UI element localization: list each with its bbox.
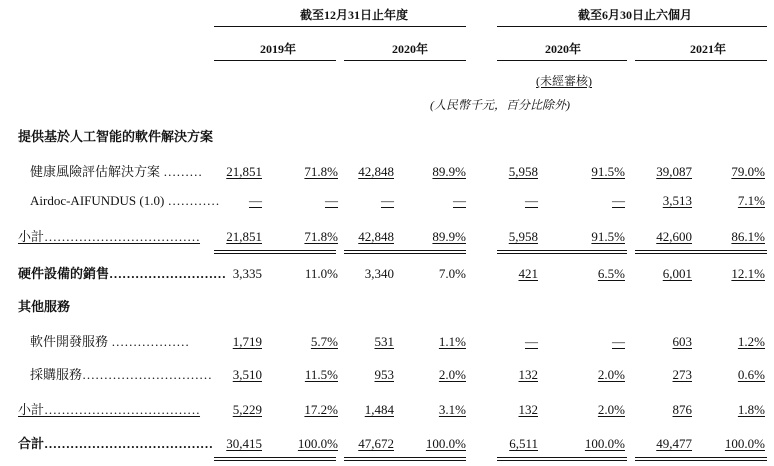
cell-r2-c7: 7.1% (737, 193, 765, 208)
cell-r4-c7: 12.1% (731, 266, 765, 281)
cell-r6-c6: 603 (672, 334, 692, 349)
cell-r9-c6: 49,477 (656, 436, 692, 451)
cell-r7-c5: 2.0% (597, 367, 625, 382)
cell-r9-c2: 47,672 (358, 436, 394, 451)
cell-r8-c1: 17.2% (304, 402, 338, 417)
row-label-8: 小計……………………………… (18, 402, 201, 417)
double-rule (214, 457, 336, 461)
cell-r2-c4: — (525, 193, 538, 208)
cell-r2-c5: — (612, 193, 625, 208)
group-header-annual: 截至12月31日止年度 (300, 8, 409, 22)
cell-r1-c0: 21,851 (226, 164, 262, 179)
cell-r8-c6: 876 (672, 402, 692, 417)
cell-r2-c3: — (453, 193, 466, 208)
double-rule (497, 250, 627, 254)
units-note: (人民幣千元，百分比除外) (430, 98, 570, 112)
unaudited-note: (未經審核) (536, 74, 592, 88)
cell-r3-c6: 42,600 (656, 229, 692, 244)
cell-r4-c1: 11.0% (304, 266, 338, 281)
cell-r1-c6: 39,087 (656, 164, 692, 179)
cell-r7-c3: 2.0% (438, 367, 466, 382)
year-header-2019: 2019年 (260, 42, 297, 56)
year-header-2020-interim: 2020年 (545, 42, 582, 56)
cell-r3-c7: 86.1% (731, 229, 765, 244)
row-label-0: 提供基於人工智能的軟件解決方案 (18, 129, 214, 144)
cell-r6-c5: — (612, 334, 625, 349)
cell-r7-c4: 132 (518, 367, 538, 382)
cell-r4-c2: 3,340 (364, 266, 394, 281)
row-label-4: 硬件設備的銷售……………………… (18, 266, 227, 281)
cell-r3-c3: 89.9% (432, 229, 466, 244)
group-header-interim-rule (497, 26, 767, 27)
double-rule (344, 250, 466, 254)
cell-r8-c4: 132 (518, 402, 538, 417)
cell-r2-c0: — (249, 193, 262, 208)
cell-r6-c0: 1,719 (232, 334, 262, 349)
cell-r7-c7: 0.6% (737, 367, 765, 382)
double-rule (344, 457, 466, 461)
cell-r6-c2: 531 (374, 334, 394, 349)
cell-r4-c3: 7.0% (438, 266, 466, 281)
cell-r8-c5: 2.0% (597, 402, 625, 417)
cell-r9-c7: 100.0% (724, 436, 765, 451)
cell-r4-c6: 6,001 (662, 266, 692, 281)
cell-r9-c0: 30,415 (226, 436, 262, 451)
double-rule (635, 457, 767, 461)
cell-r2-c6: 3,513 (662, 193, 692, 208)
double-rule (497, 457, 627, 461)
cell-r2-c1: — (325, 193, 338, 208)
cell-r3-c0: 21,851 (226, 229, 262, 244)
group-header-annual-rule (214, 26, 466, 27)
cell-r8-c3: 3.1% (438, 402, 466, 417)
year-header-2021: 2021年 (690, 42, 727, 56)
cell-r1-c7: 79.0% (731, 164, 765, 179)
row-label-1: 健康風險評估解決方案 ……… (30, 164, 203, 179)
cell-r2-c2: — (381, 193, 394, 208)
cell-r1-c4: 5,958 (508, 164, 538, 179)
cell-r3-c2: 42,848 (358, 229, 394, 244)
year-rule-2021 (635, 60, 767, 61)
double-rule (214, 250, 336, 254)
row-label-3: 小計……………………………… (18, 229, 201, 244)
row-label-2: Airdoc-AIFUNDUS (1.0) ………… (30, 193, 220, 208)
year-rule-2020-annual (344, 60, 466, 61)
cell-r4-c4: 421 (518, 266, 538, 281)
cell-r7-c1: 11.5% (304, 367, 338, 382)
cell-r1-c3: 89.9% (432, 164, 466, 179)
cell-r9-c5: 100.0% (584, 436, 625, 451)
cell-r8-c7: 1.8% (737, 402, 765, 417)
double-rule (635, 250, 767, 254)
cell-r3-c4: 5,958 (508, 229, 538, 244)
cell-r8-c2: 1,484 (364, 402, 394, 417)
cell-r9-c1: 100.0% (297, 436, 338, 451)
cell-r6-c7: 1.2% (737, 334, 765, 349)
group-header-interim: 截至6月30日止六個月 (578, 8, 693, 22)
cell-r6-c4: — (525, 334, 538, 349)
row-label-5: 其他服務 (18, 299, 71, 314)
cell-r1-c5: 91.5% (591, 164, 625, 179)
year-header-2020-annual: 2020年 (392, 42, 429, 56)
cell-r1-c1: 71.8% (304, 164, 338, 179)
year-rule-2019 (214, 60, 336, 61)
cell-r7-c0: 3,510 (232, 367, 262, 382)
cell-r7-c6: 273 (672, 367, 692, 382)
cell-r6-c3: 1.1% (438, 334, 466, 349)
cell-r6-c1: 5.7% (310, 334, 338, 349)
cell-r8-c0: 5,229 (232, 402, 262, 417)
year-rule-2020-interim (497, 60, 627, 61)
cell-r3-c1: 71.8% (304, 229, 338, 244)
cell-r4-c0: 3,335 (232, 266, 262, 281)
cell-r7-c2: 953 (374, 367, 394, 382)
cell-r9-c4: 6,511 (509, 436, 538, 451)
row-label-7: 採購服務………………………… (30, 367, 213, 382)
cell-r9-c3: 100.0% (425, 436, 466, 451)
row-label-6: 軟件開發服務 ……………… (30, 334, 190, 349)
row-label-9: 合計………………………………… (18, 436, 214, 451)
cell-r1-c2: 42,848 (358, 164, 394, 179)
cell-r4-c5: 6.5% (597, 266, 625, 281)
cell-r3-c5: 91.5% (591, 229, 625, 244)
